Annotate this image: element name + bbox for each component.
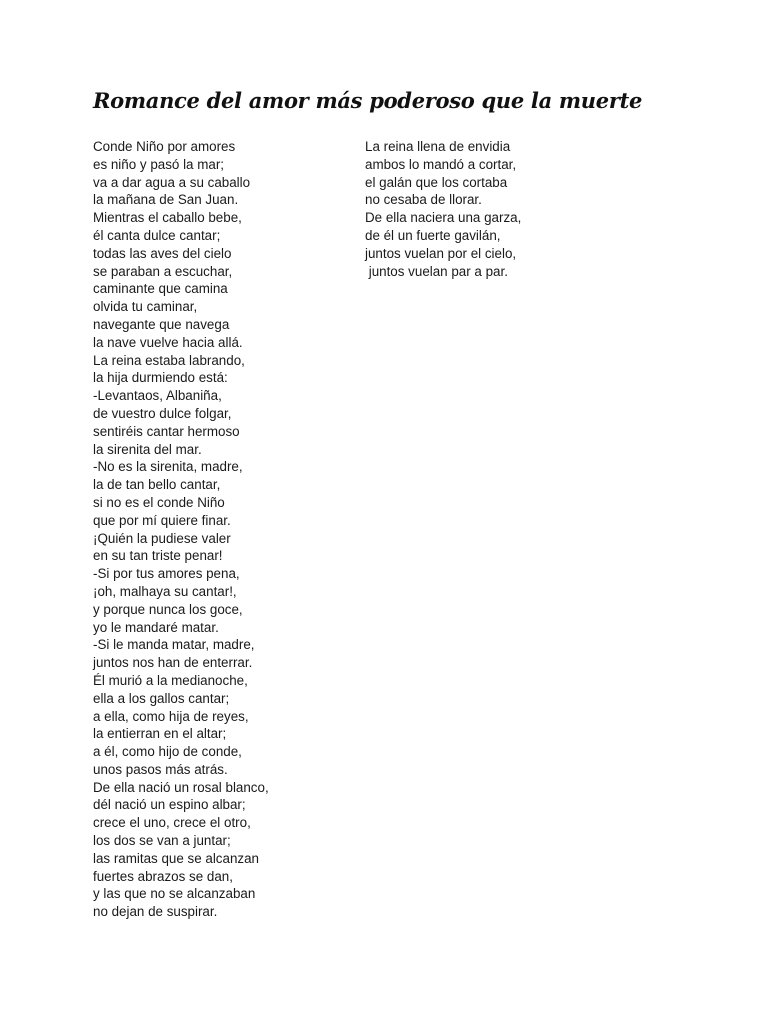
- poem-line: no cesaba de llorar.: [365, 192, 482, 208]
- poem-line: los dos se van a juntar;: [93, 833, 231, 849]
- poem-line: la sirenita del mar.: [93, 441, 202, 457]
- poem-line: crece el uno, crece el otro,: [93, 815, 251, 831]
- poem-line: navegante que navega: [93, 316, 230, 332]
- poem-line: sentiréis cantar hermoso: [93, 423, 240, 439]
- poem-line: se paraban a escuchar,: [93, 263, 233, 279]
- poem-line: ella a los gallos cantar;: [93, 690, 230, 706]
- poem-line: De ella nació un rosal blanco,: [93, 779, 269, 795]
- poem-line: Él murió a la medianoche,: [93, 672, 248, 688]
- poem-line: juntos vuelan por el cielo,: [365, 245, 517, 261]
- poem-line: en su tan triste penar!: [93, 548, 223, 564]
- poem-line: juntos nos han de enterrar.: [93, 655, 253, 671]
- poem-line: -No es la sirenita, madre,: [93, 459, 243, 475]
- poem-right-column: [365, 138, 625, 280]
- poem-line: ¡Quién la pudiese valer: [93, 530, 231, 546]
- poem-line: yo le mandaré matar.: [93, 619, 219, 635]
- poem-line: él canta dulce cantar;: [93, 227, 221, 243]
- poem-line: la entierran en el altar;: [93, 726, 227, 742]
- poem-line: que por mí quiere finar.: [93, 512, 231, 528]
- poem-line: la de tan bello cantar,: [93, 477, 221, 493]
- poem-line: la mañana de San Juan.: [93, 192, 239, 208]
- poem-line: caminante que camina: [93, 281, 228, 297]
- poem-line: la nave vuelve hacia allá.: [93, 334, 243, 350]
- poem-line: y las que no se alcanzaban: [93, 886, 256, 902]
- poem-line: de vuestro dulce folgar,: [93, 405, 232, 421]
- poem-line: Conde Niño por amores: [93, 139, 236, 154]
- poem-line: ¡oh, malhaya su cantar!,: [93, 583, 237, 599]
- poem-line: dél nació un espino albar;: [93, 797, 246, 813]
- poem-line: a él, como hijo de conde,: [93, 744, 242, 760]
- poem-line: si no es el conde Niño: [93, 494, 225, 510]
- poem-line: la hija durmiendo está:: [93, 370, 228, 386]
- poem-line: -Si le manda matar, madre,: [93, 637, 255, 653]
- poem-line: -Levantaos, Albaniña,: [93, 388, 222, 404]
- poem-title: Romance del amor más poderoso que la muerte: [93, 88, 643, 113]
- poem-line: es niño y pasó la mar;: [93, 156, 224, 172]
- poem-line: La reina llena de envidia: [365, 139, 511, 154]
- poem-line: -Si por tus amores pena,: [93, 566, 240, 582]
- poem-line: Mientras el caballo bebe,: [93, 210, 242, 226]
- poem-line: a ella, como hija de reyes,: [93, 708, 249, 724]
- poem-line: De ella naciera una garza,: [365, 210, 522, 226]
- poem-line: olvida tu caminar,: [93, 299, 198, 315]
- poem-line: no dejan de suspirar.: [93, 904, 218, 920]
- poem-line: ambos lo mandó a cortar,: [365, 156, 517, 172]
- poem-line: las ramitas que se alcanzan: [93, 850, 259, 866]
- poem-line: juntos vuelan par a par.: [365, 263, 508, 279]
- poem-line: unos pasos más atrás.: [93, 761, 228, 777]
- poem-line: todas las aves del cielo: [93, 245, 232, 261]
- poem-line: fuertes abrazos se dan,: [93, 868, 233, 884]
- poem-line: va a dar agua a su caballo: [93, 174, 251, 190]
- poem-line: y porque nunca los goce,: [93, 601, 243, 617]
- poem-left-column: [93, 138, 353, 921]
- poem-line: de él un fuerte gavilán,: [365, 227, 501, 243]
- poem-line: La reina estaba labrando,: [93, 352, 245, 368]
- poem-line: el galán que los cortaba: [365, 174, 508, 190]
